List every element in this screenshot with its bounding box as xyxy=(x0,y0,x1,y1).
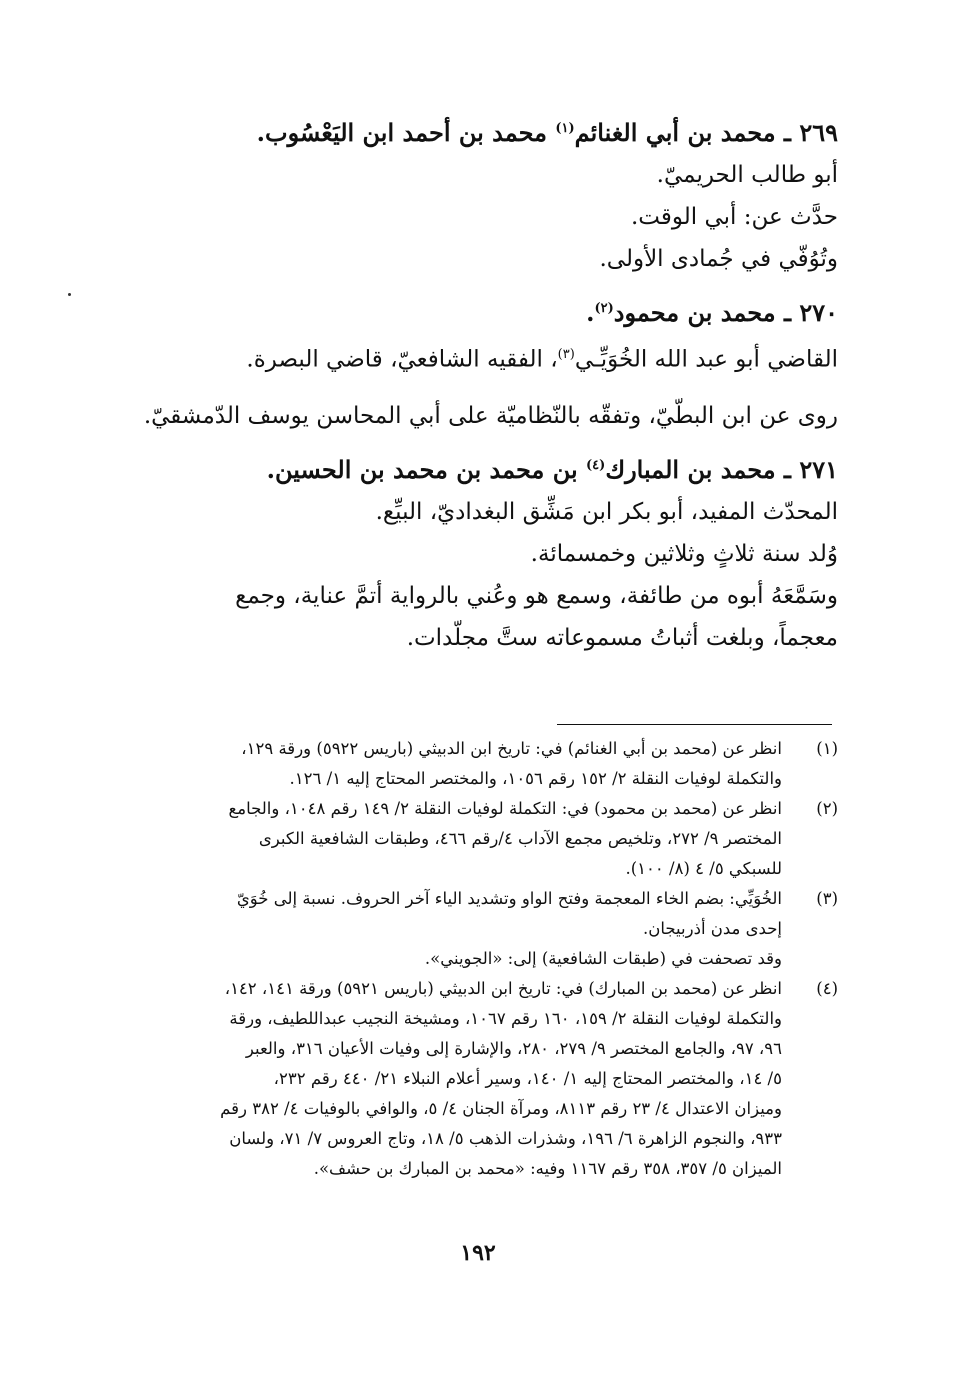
footnote-text xyxy=(108,794,782,884)
footnote xyxy=(108,974,838,1184)
footnote-number: (٤) xyxy=(816,979,838,998)
footnote-line: انظر عن (محمد بن أبي الغنائم) في: تاريخ ابن الدبيثي (باريس ٥٩٢٢) ورقة ١٢٩، xyxy=(241,739,782,758)
entry-line xyxy=(118,334,838,381)
entry-title: ٢٦٩ ـ محمد بن أبي الغنائم xyxy=(574,118,838,147)
footnote xyxy=(108,734,838,794)
footnote-ref[interactable]: (٢) xyxy=(594,301,614,316)
footnote-number: (٢) xyxy=(816,799,838,818)
footnote xyxy=(108,794,838,884)
entry-line: وُلد سنة ثلاثٍ وثلاثين وخمسمائة. xyxy=(530,540,838,567)
footnote-ref[interactable]: (٣) xyxy=(557,347,575,362)
footnote-divider xyxy=(557,724,832,725)
scan-speck xyxy=(68,293,71,296)
entry-heading xyxy=(118,108,838,154)
footnote-text xyxy=(108,734,782,794)
footnote-line: والتكملة لوفيات النقلة ٢/ ١٥٩، ١٦٠ رقم ١٠٦٧، ومشيخة النجيب عبداللطيف، ورقة xyxy=(229,1009,782,1028)
footnote-number: (١) xyxy=(816,739,838,758)
footnote-line: المختصر ٩/ ٢٧٢، وتلخيص مجمع الآداب ٤/رقم ٤٦٦، وطبقات الشافعية الكبرى xyxy=(258,829,782,848)
entry-text: القاضي أبو عبد الله الخُوَيِّـي xyxy=(574,346,838,373)
entry-title-rest: بن محمد بن محمد بن الحسين. xyxy=(266,454,587,484)
footnote-line: ٩٦، ٩٧، والجامع المختصر ٩/ ٢٧٩، ٢٨٠، والإشارة إلى وفيات الأعيان ٣١٦، والعبر xyxy=(245,1039,782,1058)
footnote-ref[interactable]: (٤) xyxy=(586,457,606,473)
page-number: ١٩٢ xyxy=(460,1240,496,1266)
entry-line: وتُوُفّي في جُمادى الأولى. xyxy=(599,246,838,272)
entry-heading xyxy=(118,288,838,334)
entry-line: روى عن ابن البطّيّ، وتفقّه بالنّظاميّة على أبي المحاسن يوسف الدّمشقيّ. xyxy=(143,402,838,429)
entry-title-rest: محمد بن أحمد ابن اليَعْسُوب. xyxy=(256,118,556,147)
footnote-line: انظر عن (محمد بن المبارك) في: تاريخ ابن الدبيثي (باريس ٥٩٢١) ورقة ١٤١، ١٤٢، xyxy=(224,979,782,998)
footnote-line: الخُوَيِّي: بضم الخاء المعجمة وفتح الواو وتشديد الياء آخر الحروف. نسبة إلى خُوَيّ xyxy=(236,889,782,908)
main-text xyxy=(118,108,838,659)
entry-line: معجماً، وبلغت أثباتُ مسموعاته ستَّ مجلّدات. xyxy=(406,624,838,651)
footnote xyxy=(108,884,838,944)
entry-title: ٢٧١ ـ محمد بن المبارك xyxy=(605,454,838,484)
footnote-text xyxy=(108,884,782,944)
footnote-line: انظر عن (محمد بن محمود) في: التكملة لوفيات النقلة ٢/ ١٤٩ رقم ١٠٤٨، والجامع xyxy=(228,799,782,818)
entry-title: ٢٧٠ ـ محمد بن محمود xyxy=(613,298,838,327)
footnote-number: (٣) xyxy=(816,889,838,908)
entry-title-rest: . xyxy=(586,298,595,327)
footnote-line: للسبكي ٥/ ٤ (٨/ ١٠٠). xyxy=(625,859,782,878)
footnote-extra-line: وقد تصحفت في (طبقات الشافعية) إلى: «الجويني». xyxy=(424,949,782,968)
footnote-line: إحدى مدن أذربيجان. xyxy=(643,919,782,938)
footnote-line: الميزان ٥/ ٣٥٧، ٣٥٨ رقم ١١٦٧ وفيه: «محمد بن المبارك بن حشف». xyxy=(313,1159,782,1178)
footnote-ref[interactable]: (١) xyxy=(555,121,575,136)
footnote-line: ٩٣٣، والنجوم الزاهرة ٦/ ١٩٦، وشذرات الذهب ٥/ ١٨، وتاج العروس ٧/ ٧١، ولسان xyxy=(229,1129,782,1148)
entry-heading xyxy=(118,445,838,491)
entry-line: المحدّث المفيد، أبو بكر ابن مَشِّق البغداديّ، البيِّع. xyxy=(375,498,838,525)
footnotes xyxy=(108,734,838,1184)
footnote-line: وميزان الاعتدال ٤/ ٢٣ رقم ٨١١٣، ومرآة الجنان ٤/ ٥، والوافي بالوفيات ٤/ ٣٨٢ رقم xyxy=(220,1099,782,1118)
footnote-line: والتكملة لوفيات النقلة ٢/ ١٥٢ رقم ١٠٥٦، والمختصر المحتاج إليه ١/ ١٢٦. xyxy=(289,769,782,788)
entry-line: حدَّث عن: أبي الوقت. xyxy=(631,204,838,230)
entry-line: وسَمَّعَهُ أبوه من طائفة، وسمع هو وعُني بالرواية أتمَّ عناية، وجمع xyxy=(235,582,838,609)
entry-text: ، الفقيه الشافعيّ، قاضي البصرة. xyxy=(246,346,558,373)
entry-line: أبو طالب الحريميّ. xyxy=(656,162,838,188)
footnote-text xyxy=(108,974,782,1184)
footnote-line: ٥/ ١٤، والمختصر المحتاج إليه ١/ ١٤٠، وسير أعلام النبلاء ٢١/ ٤٤٠ رقم ٢٣٢، xyxy=(273,1069,782,1088)
